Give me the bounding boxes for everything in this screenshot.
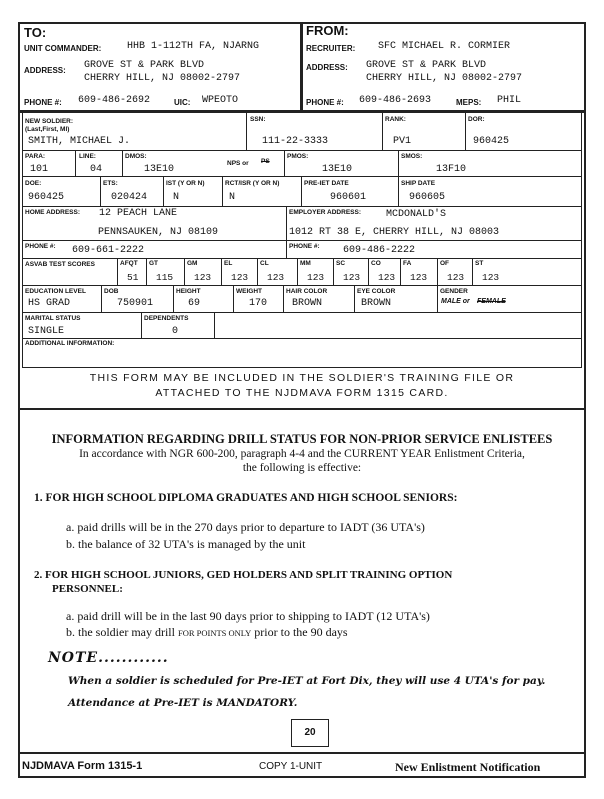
- section2-heading-2: PERSONNEL:: [52, 583, 123, 595]
- section1-heading: 1. FOR HIGH SCHOOL DIPLOMA GRADUATES AND HIGH SCHOOL SENIORS:: [34, 492, 458, 504]
- marital-status-label: MARITAL STATUS: [25, 315, 81, 322]
- to-heading: TO:: [24, 25, 47, 40]
- asvab-sc-label: SC: [336, 260, 346, 267]
- ship-date-value: 960605: [409, 192, 446, 203]
- section2-item-b-post: prior to the 90 days: [254, 625, 348, 639]
- ssn-label: SSN:: [250, 116, 266, 123]
- to-address-line1: GROVE ST & PARK BLVD: [84, 60, 205, 71]
- weight-label: WEIGHT: [236, 288, 262, 295]
- name-format-label: (Last,First, MI): [25, 126, 70, 133]
- asvab-gm-value: 123: [194, 272, 212, 283]
- recruiter-value: SFC MICHAEL R. CORMIER: [378, 41, 511, 52]
- line-label: LINE:: [79, 153, 96, 160]
- smos-label: SMOS:: [401, 153, 423, 160]
- asvab-of-value: 123: [447, 272, 465, 283]
- pmos-value: 13E10: [322, 164, 353, 175]
- notice-line2: ATTACHED TO THE NJDMAVA FORM 1315 CARD.: [155, 387, 449, 399]
- section2-item-a: a. paid drill will be in the last 90 days prior to shipping to IADT (12 UTA's): [66, 609, 430, 623]
- asvab-cl-label: CL: [260, 260, 269, 267]
- weight-value: 170: [249, 298, 268, 309]
- note-line-2: Attendance at Pre-IET is MANDATORY.: [68, 697, 298, 709]
- home-address-label: HOME ADDRESS:: [25, 209, 81, 216]
- asvab-gt-label: GT: [149, 260, 159, 267]
- rank-value: PV1: [393, 136, 412, 147]
- ets-value: 020424: [111, 192, 148, 203]
- note-heading: NOTE............: [48, 650, 169, 666]
- section1-item-b: b. the balance of 32 UTA's is managed by the unit: [66, 537, 306, 551]
- employer-address-line2: 1012 RT 38 E, CHERRY HILL, NJ 08003: [289, 227, 500, 238]
- ship-date-label: SHIP DATE: [401, 180, 436, 187]
- additional-info-label: ADDITIONAL INFORMATION:: [25, 340, 115, 347]
- para-label: PARA:: [25, 153, 46, 160]
- asvab-cl-value: 123: [267, 272, 285, 283]
- dmos-label: DMOS:: [125, 153, 147, 160]
- asvab-fa-label: FA: [403, 260, 412, 267]
- asvab-st-label: ST: [475, 260, 484, 267]
- dob-value: 750901: [117, 298, 154, 309]
- ist-value: N: [173, 192, 180, 203]
- asvab-label: ASVAB TEST SCORES: [25, 261, 95, 268]
- asvab-mm-label: MM: [300, 260, 311, 267]
- note-line-1: When a soldier is scheduled for Pre-IET at Fort Dix, they will use 4 UTA's for pay.: [68, 675, 546, 687]
- to-phone-value: 609-486-2692: [78, 95, 151, 106]
- unit-commander-label: UNIT COMMANDER:: [24, 44, 102, 53]
- to-address-line2: CHERRY HILL, NJ 08002-2797: [84, 73, 241, 84]
- height-value: 69: [188, 298, 201, 309]
- marital-status-value: SINGLE: [28, 326, 65, 337]
- pre-iet-label: PRE-IET DATE: [304, 180, 349, 187]
- info-subtitle-1: In accordance with NGR 600-200, paragraph 4-4 and the CURRENT YEAR Enlistment Criteria,: [79, 448, 525, 460]
- gender-female-option: FEMALE: [477, 298, 506, 305]
- from-address-line2: CHERRY HILL, NJ 08002-2797: [366, 73, 523, 84]
- hair-color-label: HAIR COLOR: [286, 288, 328, 295]
- ets-label: ETS:: [103, 180, 118, 187]
- asvab-co-label: CO: [371, 260, 381, 267]
- asvab-el-label: EL: [224, 260, 233, 267]
- eye-color-value: BROWN: [361, 298, 392, 309]
- asvab-co-value: 123: [378, 272, 396, 283]
- gender-male-option: MALE or: [441, 298, 470, 305]
- dependents-label: DEPENDENTS: [144, 315, 189, 322]
- recruiter-label: RECRUITER:: [306, 44, 356, 53]
- home-address-line2: PENNSAUKEN, NJ 08109: [98, 227, 219, 238]
- dob-label: DOB: [104, 288, 119, 295]
- meps-label: MEPS:: [456, 98, 482, 107]
- uic-value: WPEOTO: [202, 95, 239, 106]
- education-label: EDUCATION LEVEL: [25, 288, 86, 295]
- section2-item-b-small: FOR POINTS ONLY: [177, 628, 252, 638]
- asvab-gm-label: GM: [187, 260, 198, 267]
- employer-address-line1: MCDONALD'S: [386, 209, 447, 220]
- section1-item-a: a. paid drills will be in the 270 days prior to departure to IADT (36 UTA's): [66, 520, 425, 534]
- meps-value: PHIL: [497, 95, 522, 106]
- dependents-value: 0: [172, 326, 179, 337]
- notification-title: New Enlistment Notification: [395, 760, 541, 774]
- ist-label: IST (Y OR N): [166, 180, 205, 187]
- asvab-afqt-label: AFQT: [120, 260, 138, 267]
- section2-item-b: [66, 625, 348, 640]
- unit-commander-value: HHB 1-112TH FA, NJARNG: [127, 41, 260, 52]
- rct-label: RCT/ISR (Y OR N): [225, 180, 280, 187]
- info-title: INFORMATION REGARDING DRILL STATUS FOR NON-PRIOR SERVICE ENLISTEES: [51, 432, 553, 446]
- education-value: HS GRAD: [28, 298, 71, 309]
- uic-label: UIC:: [174, 98, 191, 107]
- from-address-line1: GROVE ST & PARK BLVD: [366, 60, 487, 71]
- asvab-fa-value: 123: [410, 272, 428, 283]
- employer-address-label: EMPLOYER ADDRESS:: [289, 209, 361, 216]
- section2-item-b-pre: b. the soldier may drill: [66, 625, 175, 639]
- asvab-of-label: OF: [440, 260, 450, 267]
- eye-color-label: EYE COLOR: [357, 288, 396, 295]
- asvab-mm-value: 123: [307, 272, 325, 283]
- employer-phone-label: PHONE #:: [289, 243, 320, 250]
- pmos-label: PMOS:: [287, 153, 309, 160]
- gender-label: GENDER: [440, 288, 468, 295]
- home-phone-value: 609-661-2222: [72, 245, 145, 256]
- from-heading: FROM:: [306, 23, 349, 38]
- from-address-label: ADDRESS:: [306, 63, 348, 72]
- new-soldier-label: NEW SOLDIER:: [25, 118, 74, 125]
- form-name: NJDMAVA Form 1315-1: [22, 760, 143, 772]
- para-value: 101: [30, 164, 49, 175]
- home-address-line1: 12 PEACH LANE: [99, 208, 178, 219]
- pre-iet-value: 960601: [330, 192, 367, 203]
- ssn-value: 111-22-3333: [262, 136, 329, 147]
- asvab-gt-value: 115: [156, 272, 174, 283]
- smos-value: 13F10: [436, 164, 467, 175]
- hair-color-value: BROWN: [292, 298, 323, 309]
- section2-heading-1: 2. FOR HIGH SCHOOL JUNIORS, GED HOLDERS AND SPLIT TRAINING OPTION: [34, 569, 453, 581]
- divider: [300, 22, 303, 111]
- nps-label: NPS or: [227, 160, 249, 167]
- doe-label: DOE:: [25, 180, 42, 187]
- asvab-sc-value: 123: [343, 272, 361, 283]
- to-address-label: ADDRESS:: [24, 66, 66, 75]
- home-phone-label: PHONE #:: [25, 243, 56, 250]
- rct-value: N: [229, 192, 236, 203]
- asvab-afqt-value: 51: [127, 272, 139, 283]
- asvab-el-value: 123: [231, 272, 249, 283]
- asvab-st-value: 123: [482, 272, 500, 283]
- height-label: HEIGHT: [176, 288, 201, 295]
- rank-label: RANK:: [385, 116, 406, 123]
- line-value: 04: [90, 164, 103, 175]
- dor-label: DOR:: [468, 116, 485, 123]
- page-number: 20: [291, 719, 329, 747]
- from-phone-label: PHONE #:: [306, 98, 344, 107]
- doe-value: 960425: [28, 192, 65, 203]
- info-subtitle-2: the following is effective:: [242, 462, 362, 474]
- dmos-value: 13E10: [144, 164, 175, 175]
- from-phone-value: 609-486-2693: [359, 95, 432, 106]
- notice-line1: THIS FORM MAY BE INCLUDED IN THE SOLDIER'S TRAINING FILE OR: [89, 372, 515, 384]
- soldier-name: SMITH, MICHAEL J.: [28, 136, 131, 147]
- dor-value: 960425: [473, 136, 510, 147]
- ps-label: PS: [261, 158, 270, 165]
- employer-phone-value: 609-486-2222: [343, 245, 416, 256]
- copy-label: COPY 1-UNIT: [259, 761, 323, 772]
- to-phone-label: PHONE #:: [24, 98, 62, 107]
- divider: [18, 110, 586, 113]
